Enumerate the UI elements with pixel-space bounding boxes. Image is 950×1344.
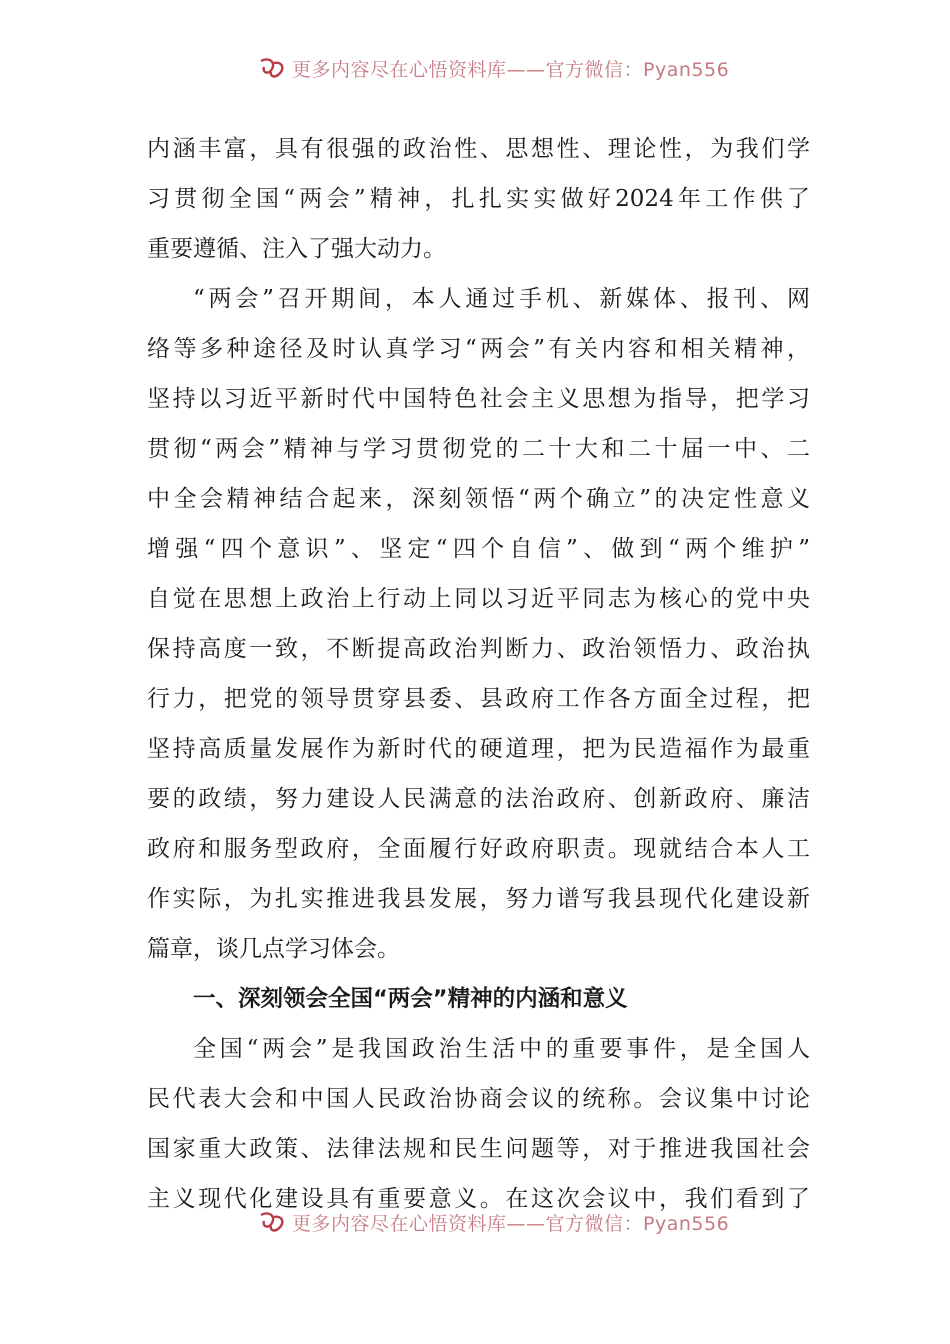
text-line: 要的政绩，努力建设人民满意的法治政府、创新政府、廉洁: [147, 786, 810, 812]
text-line: 增强“四个意识”、坚定“四个自信”、做到“两个维护”: [147, 536, 810, 562]
text-line: 政府和服务型政府，全面履行好政府职责。现就结合本人工: [147, 836, 810, 862]
text-line: 保持高度一致，不断提高政治判断力、政治领悟力、政治执: [147, 636, 810, 662]
text-line: 坚持以习近平新时代中国特色社会主义思想为指导，把学习: [147, 386, 810, 412]
brand-logo-icon: [258, 1211, 288, 1233]
text-line: 行力，把党的领导贯穿县委、县政府工作各方面全过程，把: [147, 686, 810, 712]
watermark-text: 更多内容尽在心悟资料库——官方微信：Pyan556: [292, 58, 730, 81]
text-line: 坚持高质量发展作为新时代的硬道理，把为民造福作为最重: [147, 736, 810, 762]
section-heading: 一、深刻领会全国“两会”精神的内涵和意义: [193, 986, 628, 1012]
text-line: 络等多种途径及时认真学习“两会”有关内容和相关精神，: [147, 336, 810, 362]
watermark-bottom: [258, 1208, 738, 1236]
text-line: “两会”召开期间，本人通过手机、新媒体、报刊、网: [193, 286, 810, 312]
document-body: [147, 124, 810, 1224]
text-line: 内涵丰富，具有很强的政治性、思想性、理论性，为我们学: [147, 136, 810, 162]
text-line: 作实际，为扎实推进我县发展，努力谱写我县现代化建设新: [147, 886, 810, 912]
text-line: 习贯彻全国“两会”精神，扎扎实实做好2024年工作供了: [147, 186, 810, 212]
text-line: 中全会精神结合起来，深刻领悟“两个确立”的决定性意义: [147, 486, 810, 512]
watermark-top: [258, 54, 738, 82]
text-line: 自觉在思想上政治上行动上同以习近平同志为核心的党中央: [147, 586, 810, 612]
text-line: 国家重大政策、法律法规和民生问题等，对于推进我国社会: [147, 1136, 810, 1162]
text-line: 全国“两会”是我国政治生活中的重要事件，是全国人: [193, 1036, 810, 1062]
text-line: 篇章，谈几点学习体会。: [147, 936, 400, 962]
text-line: 重要遵循、注入了强大动力。: [147, 236, 446, 262]
text-line: 民代表大会和中国人民政治协商会议的统称。会议集中讨论: [147, 1086, 810, 1112]
watermark-text: 更多内容尽在心悟资料库——官方微信：Pyan556: [292, 1212, 730, 1235]
text-line: 主义现代化建设具有重要意义。在这次会议中，我们看到了: [147, 1186, 810, 1212]
text-line: 贯彻“两会”精神与学习贯彻党的二十大和二十届一中、二: [147, 436, 810, 462]
brand-logo-icon: [258, 57, 288, 79]
